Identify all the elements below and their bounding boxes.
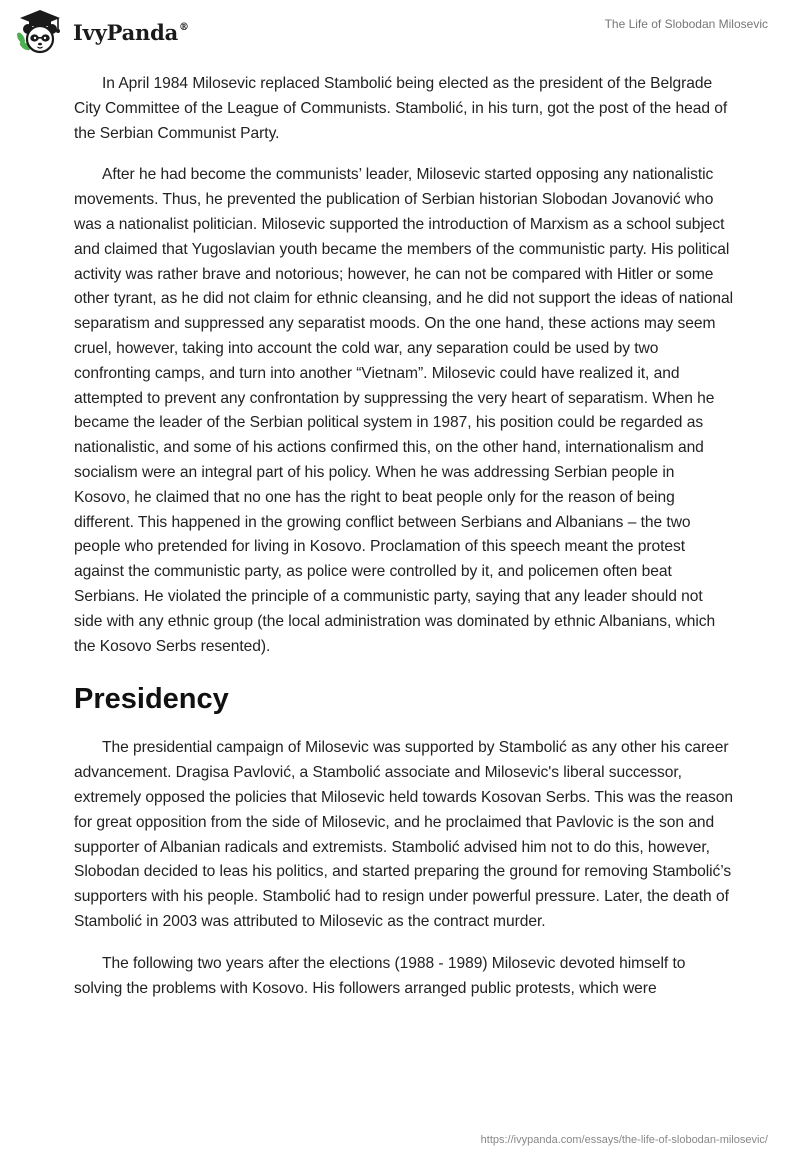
brand-name: IvyPanda® [73, 19, 189, 45]
paragraph: The presidential campaign of Milosevic was supported by Stambolić as any other his career advancement. Dragisa Pavlović, a Stambolić associate and Milosevic's liberal successor, extremely opposed the policies that Milosevic held towards Kosovan Serbs. This was the reason for great opposition from the side of Milosevic, and he proclaimed that Pavlovic is the son and supporter of Albanian radicals and extremists. Stambolić advised him not to do this, however, Slobodan decided to leas his politics, and started preparing the ground for removing Stambolić’s supporters with his people. Stambolić had to resign under powerful pressure. Later, the death of Stambolić in 2003 was attributed to Milosevic as the contract murder. [74, 739, 734, 930]
ivypanda-logo[interactable] [14, 8, 189, 56]
paragraph: The following two years after the elections (1988 - 1989) Milosevic devoted himself to solving the problems with Kosovo. His followers arranged public protests, which were [74, 954, 686, 997]
paragraph: After he had become the communists’ leader, Milosevic started opposing any nationalistic movements. Thus, he prevented the publication of Serbian historian Slobodan Jovanović who was a nationalist politician. Milosevic supported the introduction of Marxism as a school subject and claimed that Yugoslavian youth became the members of the communistic party. His political activity was rather brave and notorious; however, he can not be compared with Hitler or some other tyrant, as he did not claim for ethnic cleansing, and he did not support the ideas of national separatism and suppressed any separatist moods. On the one hand, these actions may seem cruel, however, taking into account the cold war, any separation could be used by two confronting camps, and turn into another “Vietnam”. Milosevic could have realized it, and attempted to prevent any confrontation by suppressing the very heart of separatism. When he became the leader of the Serbian political system in 1987, his position could be regarded as nationalistic, and some of his actions confirmed this, on the other hand, internationalism and socialism were an integral part of his policy. When he was addressing Serbian people in Kosovo, he claimed that no one has the right to beat people only for the reason of being different. This happened in the growing conflict between Serbians and Albanians – the two people who pretended for living in Kosovo. Proclamation of this speech meant the protest against the communistic party, as police were controlled by it, and policemen often beat Serbians. He violated the principle of a communistic party, saying that any leader should not side with any ethnic group (the local administration was dominated by ethnic Albanians, which the Kosovo Serbs resented). [74, 166, 734, 655]
source-url[interactable]: https://ivypanda.com/essays/the-life-of-slobodan-milosevic/ [480, 1134, 768, 1146]
document-title: The Life of Slobodan Milosevic [604, 17, 768, 31]
essay-body [74, 72, 734, 1018]
page-header [0, 0, 800, 66]
section-heading: Presidency [74, 683, 229, 716]
paragraph: In April 1984 Milosevic replaced Stambolić being elected as the president of the Belgrade City Committee of the League of Communists. Stambolić, in his turn, got the post of the head of the Serbian Communist Party. [74, 75, 728, 142]
panda-graduate-icon [14, 8, 66, 56]
registered-mark: ® [179, 21, 189, 33]
